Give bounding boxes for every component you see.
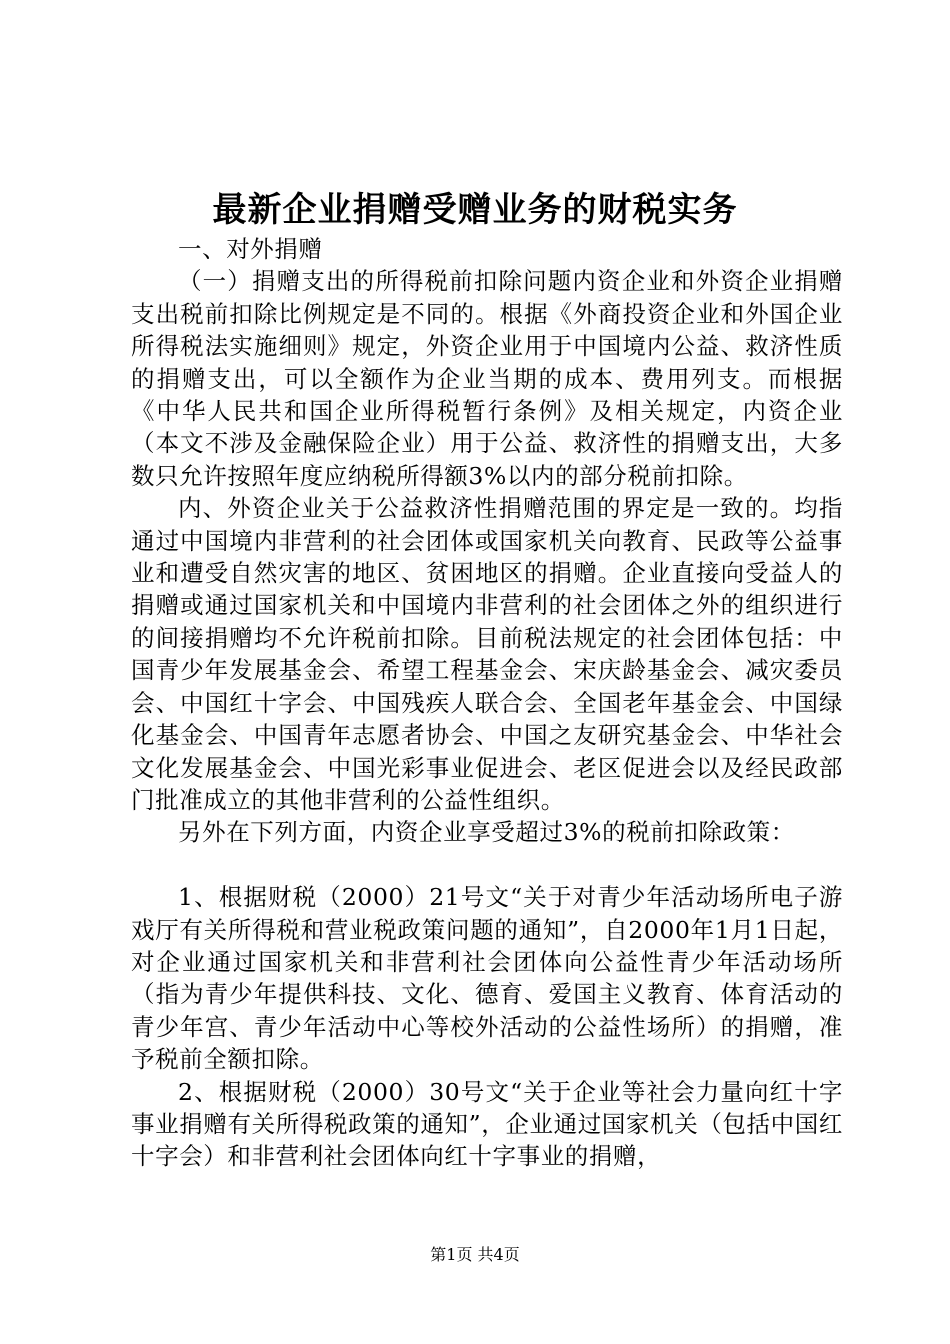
paragraph-over-three-percent: 另外在下列方面，内资企业享受超过3%的税前扣除政策：: [178, 818, 795, 847]
blank-line: [131, 849, 843, 881]
paragraph-item-1: 1、根据财税（2000）21号文“关于对青少年活动场所电子游戏厅有关所得税和营业税政策问题的通知”，自2000年1月1日起，对企业通过国家机关和非营利社会团体向公益性青少年活动场所（指为青少年提供科技、文化、德育、爱国主义教育、体育活动的青少年宫、青少年活动中心等校外活动的公益性场所）的捐赠，准予税前全额扣除。: [131, 883, 843, 1074]
page-footer: 第1页 共4页: [430, 1245, 520, 1264]
document-body: [131, 233, 843, 1173]
section-heading-external-donation: 一、对外捐赠: [178, 235, 323, 263]
paragraph-deduction-rules: （一）捐赠支出的所得税前扣除问题内资企业和外资企业捐赠支出税前扣除比例规定是不同的。根据《外商投资企业和外国企业所得税法实施细则》规定，外资企业用于中国境内公益、救济性质的捐赠支出，可以全额作为企业当期的成本、费用列支。而根据《中华人民共和国企业所得税暂行条例》及相关规定，内资企业（本文不涉及金融保险企业）用于公益、救济性的捐赠支出，大多数只允许按照年度应纳税所得额3%以内的部分税前扣除。: [131, 267, 843, 490]
document-title: 最新企业捐赠受赠业务的财税实务: [212, 190, 738, 230]
paragraph-donation-scope: 内、外资企业关于公益救济性捐赠范围的界定是一致的。均指通过中国境内非营利的社会团体或国家机关向教育、民政等公益事业和遭受自然灾害的地区、贫困地区的捐赠。企业直接向受益人的捐赠或通过国家机关和中国境内非营利的社会团体之外的组织进行的间接捐赠均不允许税前扣除。目前税法规定的社会团体包括：中国青少年发展基金会、希望工程基金会、宋庆龄基金会、减灾委员会、中国红十字会、中国残疾人联合会、全国老年基金会、中国绿化基金会、中国青年志愿者协会、中国之友研究基金会、中华社会文化发展基金会、中国光彩事业促进会、老区促进会以及经民政部门批准成立的其他非营利的公益性组织。: [131, 494, 843, 814]
paragraph-item-2: 2、根据财税（2000）30号文“关于企业等社会力量向红十字事业捐赠有关所得税政策的通知”，企业通过国家机关（包括中国红十字会）和非营利社会团体向红十字事业的捐赠，: [131, 1077, 843, 1171]
